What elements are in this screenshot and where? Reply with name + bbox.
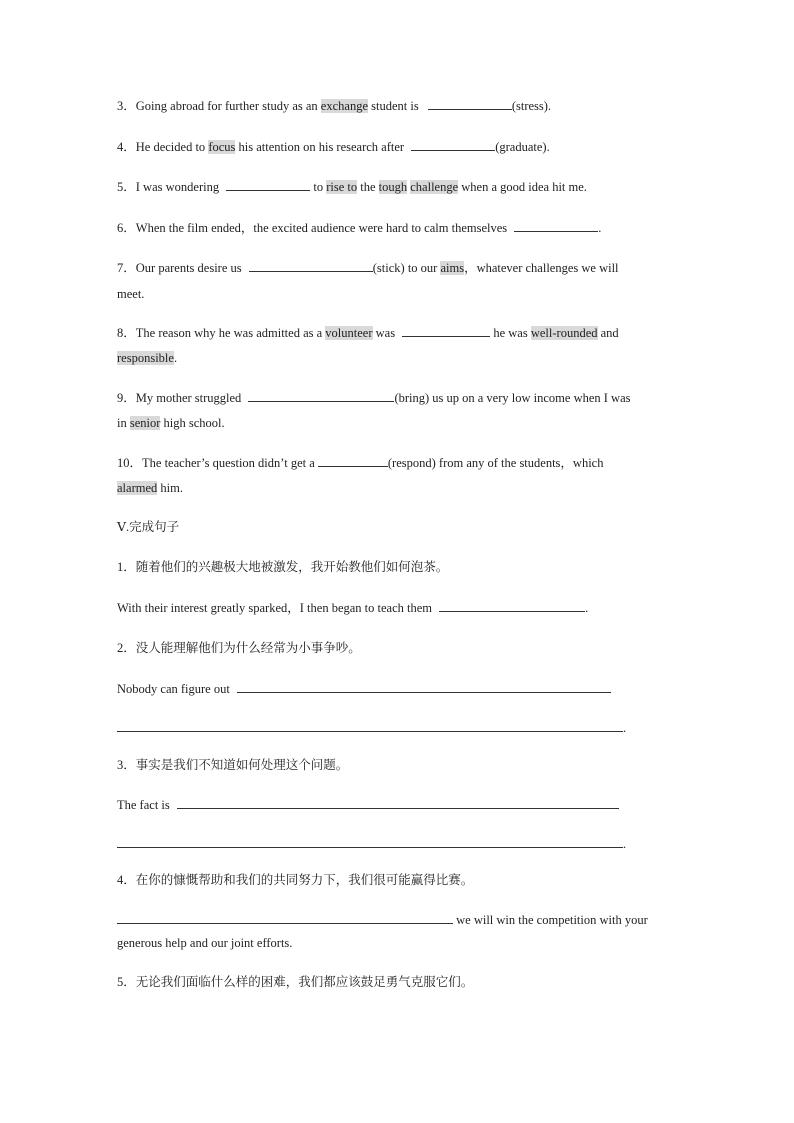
highlighted-word: well-rounded [530,326,598,340]
sentence-1-english [117,599,588,616]
highlighted-word: challenge [410,180,459,194]
sentence-text: When the film ended，the excited audience were hard to calm themselves [135,221,511,235]
sentence-text: The teacher’s question didn’t get a [142,456,318,470]
hint-text: (bring) us up on a very low income when I was [394,391,631,405]
item-number: 4． [117,140,136,154]
answer-blank[interactable] [117,719,623,732]
sentence-1-chinese: 1．随着他们的兴趣极大地被激发，我开始教他们如何泡茶。 [117,560,449,574]
sentence-text: The fact is [117,798,173,812]
sentence-text: when a good idea hit me. [458,180,587,194]
sentence-2-english-line2 [117,719,626,736]
highlighted-word: tough [378,180,408,194]
sentence-text: Going abroad for further study as an [135,99,321,113]
sentence-3-chinese: 3．事实是我们不知道如何处理这个问题。 [117,758,349,772]
sentence-text: I was wondering [135,180,223,194]
exercise-10-line2 [117,480,183,496]
item-number: 7． [117,261,136,275]
sentence-text: the [357,180,379,194]
sentence-text: we will win the competition with your [453,913,648,927]
sentence-text: was [372,326,399,340]
sentence-4-english-line2: generous help and our joint efforts. [117,936,293,950]
sentence-text: . [173,351,178,365]
exercise-7 [117,259,619,276]
answer-blank[interactable] [439,599,585,612]
answer-blank[interactable] [248,389,394,402]
exercise-8-line2 [117,350,177,366]
answer-blank[interactable] [402,324,490,337]
sentence-text: his attention on his research after [235,140,408,154]
answer-blank[interactable] [226,178,310,191]
sentence-text: He decided to [135,140,209,154]
answer-blank[interactable] [411,138,495,151]
item-number: 10． [117,456,143,470]
item-number: 9． [117,391,136,405]
answer-blank[interactable] [117,911,453,924]
hint-text: (stick) to our [372,261,441,275]
exercise-8 [117,324,619,341]
item-number: 6． [117,221,136,235]
exercise-6 [117,219,601,236]
sentence-4-chinese: 4．在你的慷慨帮助和我们的共同努力下，我们很可能赢得比赛。 [117,873,474,887]
sentence-4-english [117,911,648,928]
item-number: 5． [117,180,136,194]
sentence-text: he was [490,326,531,340]
sentence-3-english [117,796,619,813]
exercise-7-line2: meet. [117,287,145,301]
sentence-text: to [310,180,327,194]
sentence-2-english [117,680,611,697]
sentence-text: . [623,721,627,735]
hint-text: (stress). [511,99,552,113]
item-number: 3． [117,99,136,113]
sentence-text: Nobody can figure out [117,682,233,696]
sentence-text: student is [368,99,422,113]
highlighted-word: responsible [117,351,174,365]
highlighted-word: senior [129,416,161,430]
highlighted-word: alarmed [117,481,158,495]
exercise-9-line2 [117,415,225,431]
sentence-text: The reason why he was admitted as a [135,326,326,340]
highlighted-word: focus [208,140,236,154]
sentence-text: Our parents desire us [135,261,245,275]
answer-blank[interactable] [249,259,373,272]
answer-blank[interactable] [117,835,623,848]
hint-text: (respond) from any of the students，which [387,456,604,470]
highlighted-word: volunteer [325,326,373,340]
answer-blank[interactable] [318,454,388,467]
sentence-text: and [597,326,619,340]
hint-text: (graduate). [495,140,550,154]
sentence-2-chinese: 2．没人能理解他们为什么经常为小事争吵。 [117,641,361,655]
answer-blank[interactable] [428,97,512,110]
exercise-9 [117,389,631,406]
sentence-text: ，whatever challenges we will [464,261,619,275]
exercise-4 [117,138,550,155]
sentence-5-chinese: 5．无论我们面临什么样的困难，我们都应该鼓足勇气克服它们。 [117,975,474,989]
sentence-text: . [585,601,589,615]
sentence-text: My mother struggled [135,391,245,405]
sentence-text: high school. [160,416,225,430]
section-title: Ⅴ.完成句子 [117,520,180,534]
exercise-5 [117,178,587,195]
exercise-10 [117,454,603,471]
sentence-text: . [598,221,602,235]
sentence-text: in [117,416,130,430]
highlighted-word: exchange [320,99,368,113]
highlighted-word: rise to [326,180,358,194]
answer-blank[interactable] [177,796,619,809]
item-number: 8． [117,326,136,340]
highlighted-word: aims [440,261,465,275]
answer-blank[interactable] [237,680,611,693]
answer-blank[interactable] [514,219,598,232]
sentence-text: him. [157,481,183,495]
sentence-3-english-line2 [117,835,626,852]
exercise-3 [117,97,551,114]
sentence-text: . [623,837,627,851]
sentence-text: With their interest greatly sparked，I then began to teach them [117,601,436,615]
